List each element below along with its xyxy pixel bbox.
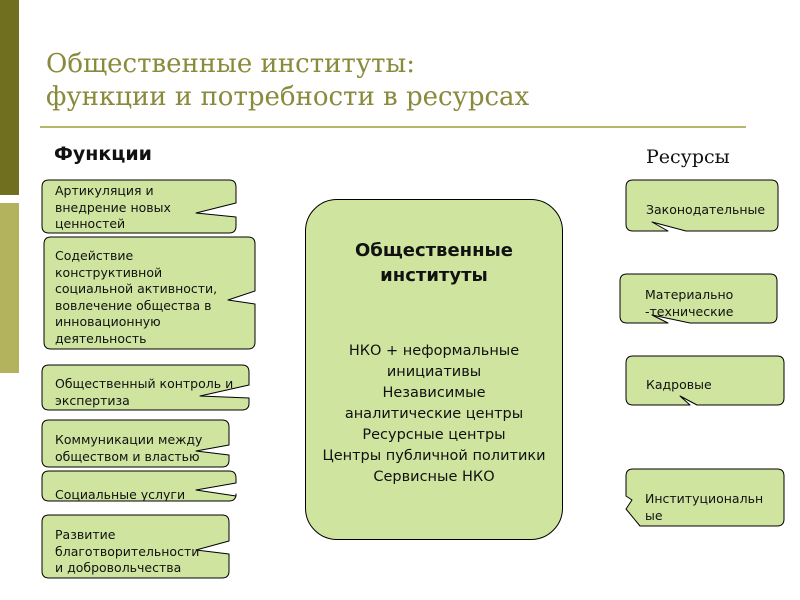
central-box-item: Ресурсные центры: [362, 427, 506, 443]
central-box-item: Независимые: [382, 385, 486, 401]
central-box-item: инициативы: [386, 364, 482, 380]
function-item-5: Социальные услуги: [55, 487, 186, 502]
central-box-list: [300, 341, 568, 488]
slide-title-line-1: Общественные институты:: [46, 49, 415, 79]
central-box-item: НКО + неформальные: [348, 343, 520, 359]
resource-item-3: Кадровые: [646, 377, 712, 392]
function-item-1: Артикуляция и внедрение новых ценностей: [55, 183, 171, 232]
central-box-item: аналитические центры: [344, 406, 524, 422]
functions-heading: Функции: [54, 143, 152, 165]
central-box-item: Центры публичной политики: [322, 448, 546, 464]
resource-item-1: Законодательные: [646, 202, 766, 217]
central-box-item: Сервисные НКО: [373, 469, 495, 485]
function-item-2: Содействие конструктивной социальной активности, вовлечение общества в инновационную деятельность: [55, 248, 218, 346]
resources-heading: Ресурсы: [646, 146, 730, 168]
function-item-3: Общественный контроль и экспертиза: [55, 376, 234, 408]
central-institutions-box: [305, 199, 563, 540]
function-item-4: Коммуникации между обществом и властью: [55, 432, 203, 464]
resource-item-2: Материально -технические: [645, 287, 734, 319]
central-box-title: Общественные институты: [354, 240, 514, 286]
function-item-6: Развитие благотворительности и добровольчества: [55, 527, 200, 576]
slide-title-line-2: функции и потребности в ресурсах: [46, 82, 530, 112]
resource-item-4: Институциональн ые: [645, 491, 764, 523]
